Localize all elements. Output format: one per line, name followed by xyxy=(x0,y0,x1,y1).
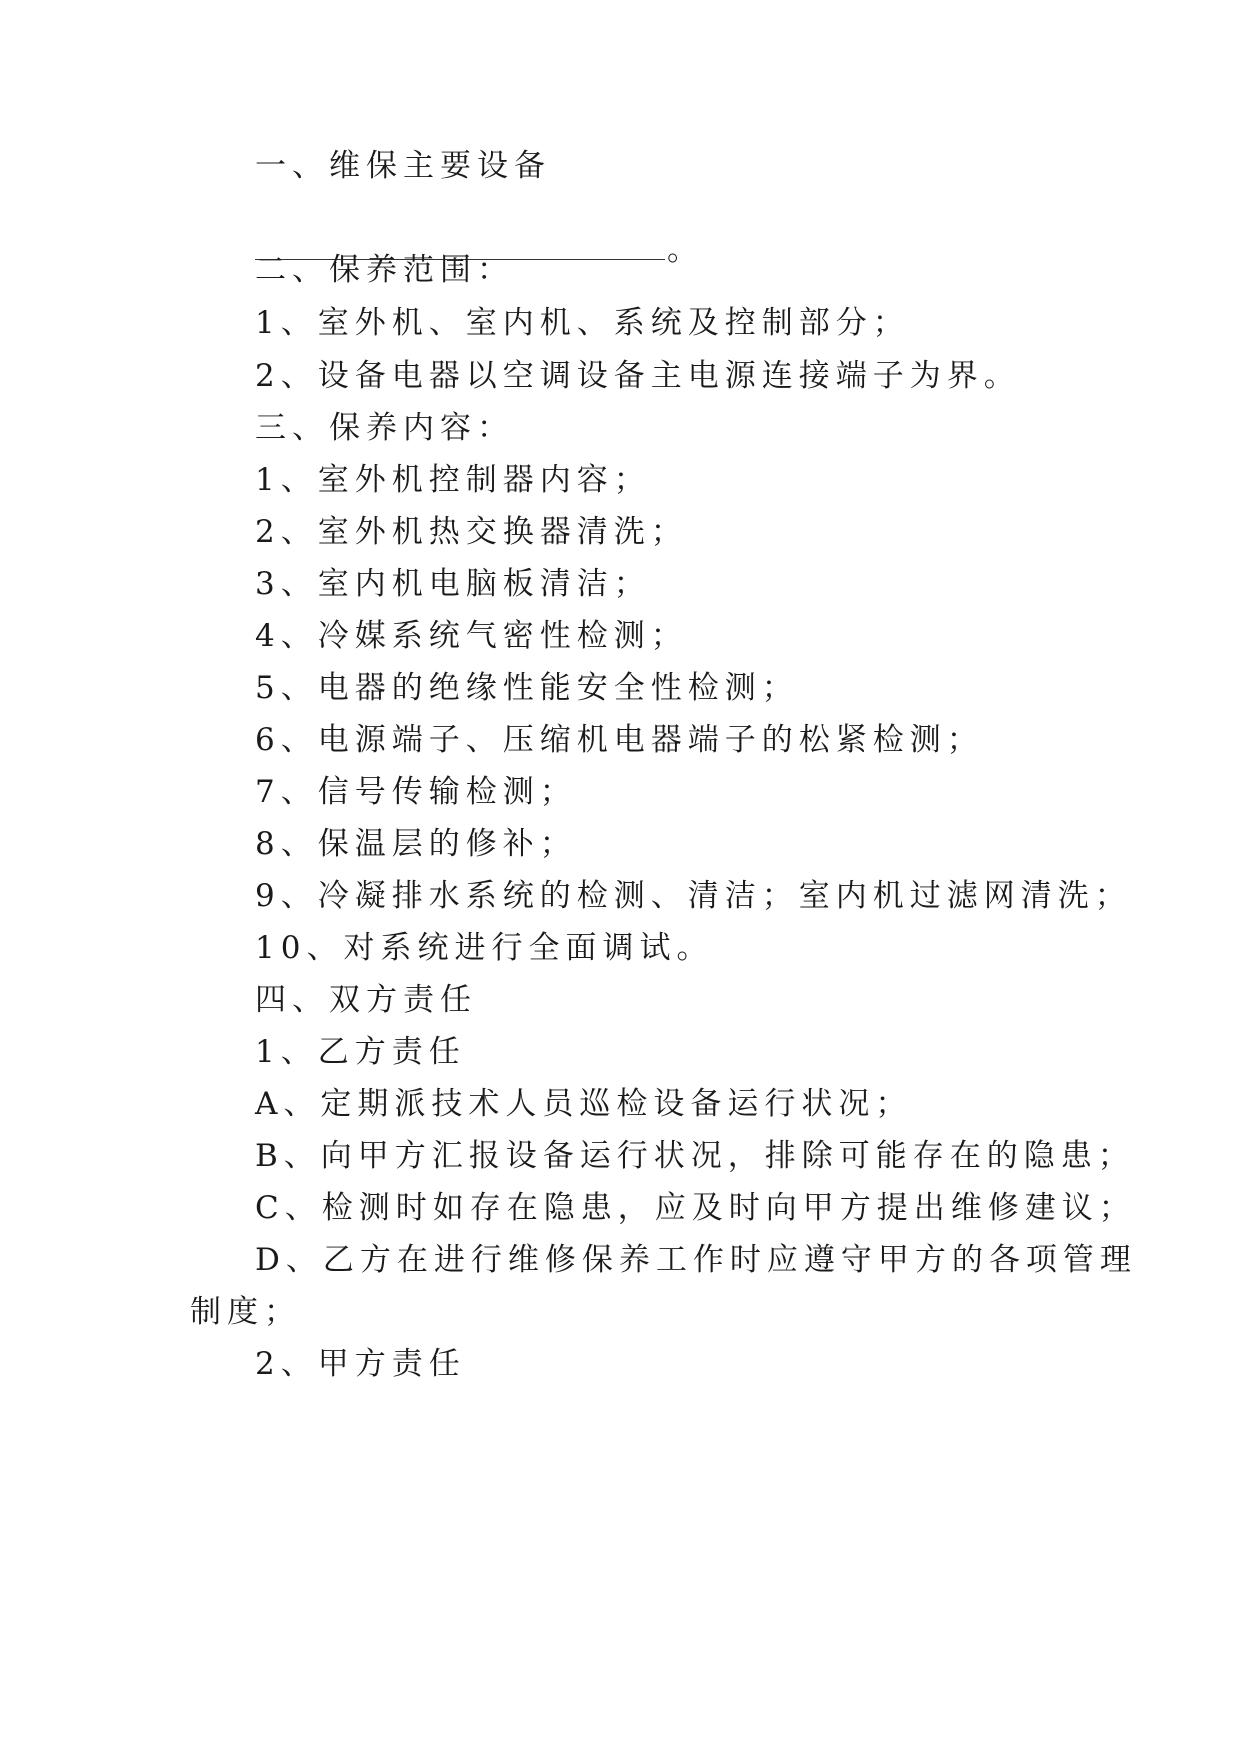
sub-heading-party-b: 1、乙方责任 xyxy=(255,1034,466,1070)
content-item: 7、信号传输检测； xyxy=(255,774,577,810)
scope-item: 2、设备电器以空调设备主电源连接端子为界。 xyxy=(255,358,1021,394)
content-item: 6、电源端子、压缩机电器端子的松紧检测； xyxy=(255,722,984,758)
section-heading-equipment: 一、维保主要设备 xyxy=(255,148,551,184)
content-item: 8、保温层的修补； xyxy=(255,826,577,862)
content-item: 9、冷凝排水系统的检测、清洁；室内机过滤网清洗； xyxy=(255,878,1132,914)
party-b-item-continuation: 制度； xyxy=(190,1294,301,1330)
content-item: 1、室外机控制器内容； xyxy=(255,462,651,498)
scope-item: 1、室外机、室内机、系统及控制部分； xyxy=(255,305,910,341)
section-heading-scope: 二、保养范围： xyxy=(255,252,514,288)
section-heading-responsibilities: 四、双方责任 xyxy=(255,982,477,1018)
sub-heading-party-a: 2、甲方责任 xyxy=(255,1346,466,1382)
content-item: 3、室内机电脑板清洁； xyxy=(255,566,651,602)
section-heading-content: 三、保养内容： xyxy=(255,410,514,446)
party-b-item: C、检测时如存在隐患，应及时向甲方提出维修建议； xyxy=(255,1190,1136,1226)
content-item: 5、电器的绝缘性能安全性检测； xyxy=(255,670,799,706)
party-b-item: D、乙方在进行维修保养工作时应遵守甲方的各项管理 xyxy=(255,1242,1137,1278)
content-item: 10、对系统进行全面调试。 xyxy=(255,930,714,966)
blank-period: 。 xyxy=(667,232,698,268)
party-b-item: B、向甲方汇报设备运行状况，排除可能存在的隐患； xyxy=(255,1138,1135,1174)
content-item: 4、冷媒系统气密性检测； xyxy=(255,618,688,654)
content-item: 2、室外机热交换器清洗； xyxy=(255,514,688,550)
party-b-item: A、定期派技术人员巡检设备运行状况； xyxy=(255,1086,913,1122)
